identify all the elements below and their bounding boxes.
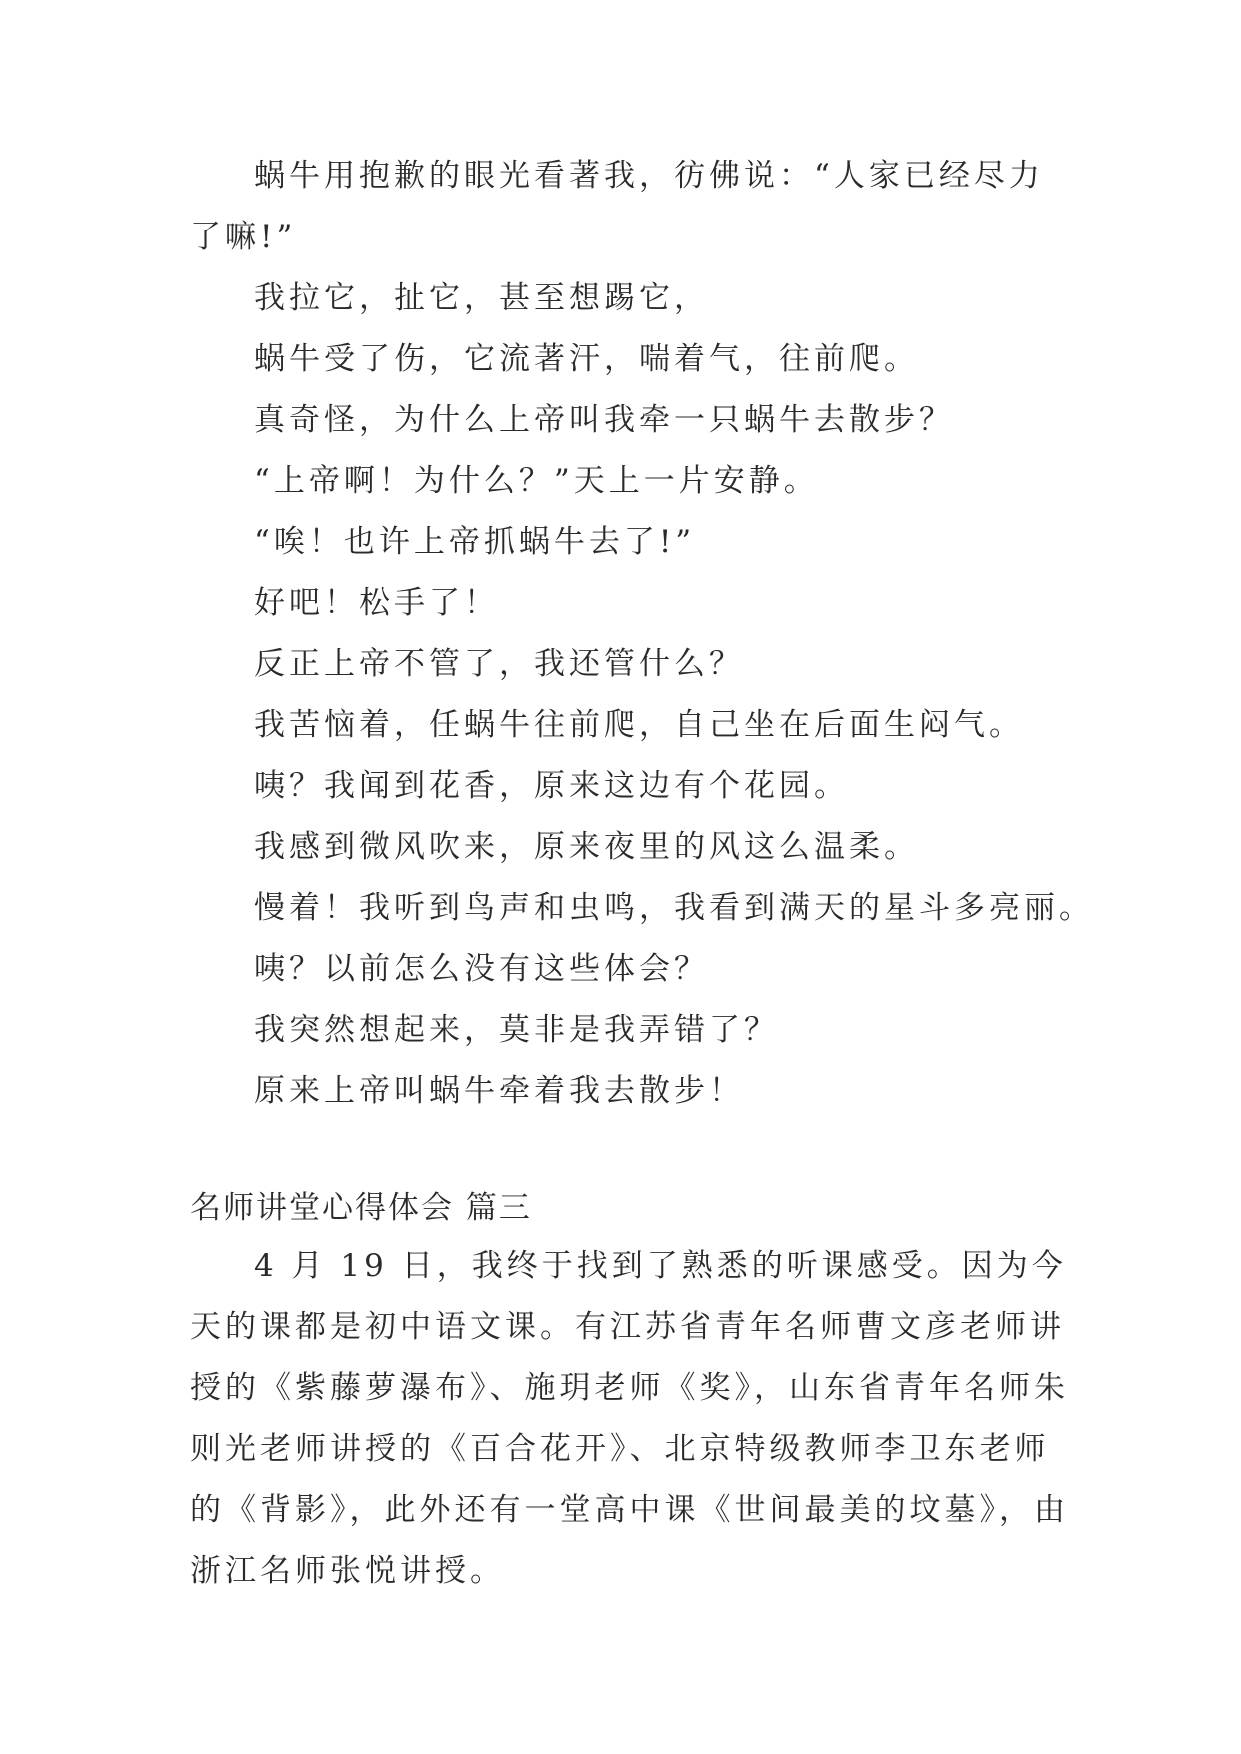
poem-line: 反正上帝不管了，我还管什么？: [254, 646, 744, 682]
poem-line: 咦？我闻到花香，原来这边有个花园。: [254, 768, 849, 804]
page-content: [190, 146, 1094, 1602]
poem-line: 慢着！我听到鸟声和虫鸣，我看到满天的星斗多亮丽。: [254, 890, 1094, 926]
poem-line: 我拉它，扯它，甚至想踢它，: [254, 280, 709, 316]
poem-line: 真奇怪，为什么上帝叫我牵一只蜗牛去散步？: [254, 402, 954, 438]
section-spacer: [190, 1122, 1070, 1180]
section-paragraph: 4 月 19 日，我终于找到了熟悉的听课感受。因为今天的课都是初中语文课。有江苏省青年名师曹文彦老师讲授的《紫藤萝瀑布》、施玥老师《奖》，山东省青年名师朱则光老师讲授的《百合花开》、北京特级教师李卫东老师的《背影》，此外还有一堂高中课《世间最美的坟墓》，由浙江名师张悦讲授。: [190, 1248, 1069, 1589]
poem-line: 咦？以前怎么没有这些体会？: [254, 951, 709, 987]
poem-line: 好吧！松手了！: [254, 585, 499, 621]
poem-intro: 蜗牛用抱歉的眼光看著我，彷佛说：“人家已经尽力了嘛!”: [190, 158, 1044, 255]
poem-line: “唉！也许上帝抓蜗牛去了!”: [254, 524, 696, 560]
poem-line: 我苦恼着，任蜗牛往前爬，自己坐在后面生闷气。: [254, 707, 1024, 743]
poem-line: 我感到微风吹来，原来夜里的风这么温柔。: [254, 829, 919, 865]
section-heading: 名师讲堂心得体会 篇三: [190, 1190, 532, 1226]
poem-line: 原来上帝叫蜗牛牵着我去散步！: [254, 1073, 744, 1109]
poem-line: “上帝啊！为什么？”天上一片安静。: [254, 463, 819, 499]
poem-line: 我突然想起来，莫非是我弄错了？: [254, 1012, 779, 1048]
poem-line: 蜗牛受了伤，它流著汗，喘着气，往前爬。: [254, 341, 919, 377]
